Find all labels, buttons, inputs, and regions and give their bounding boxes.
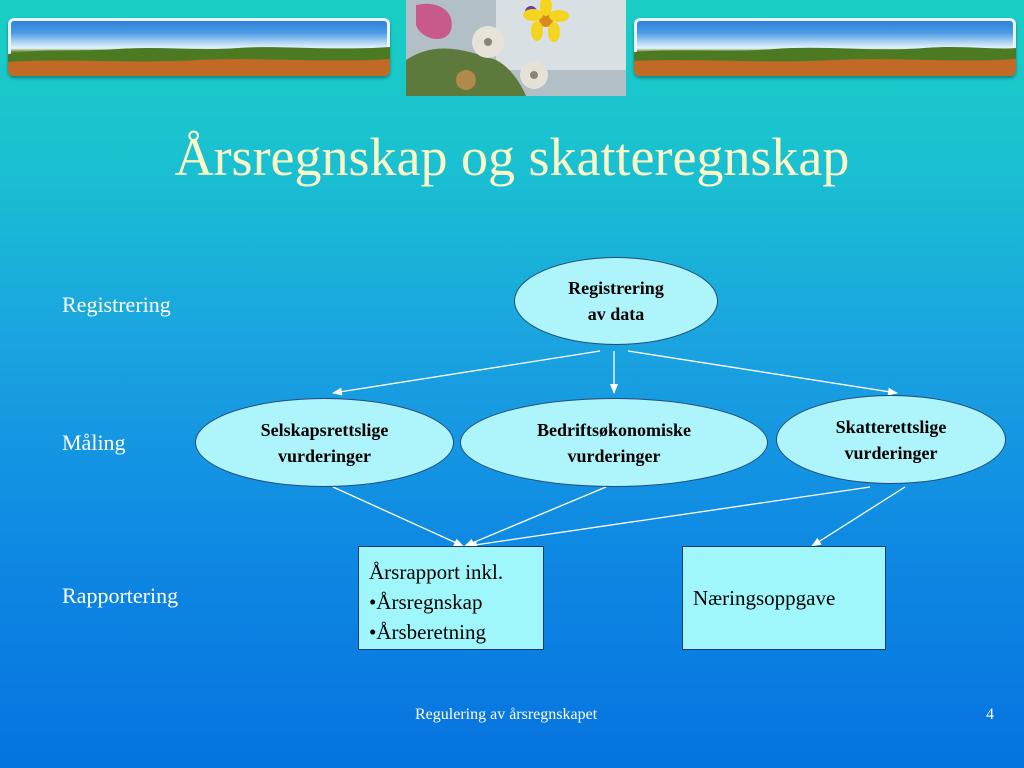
node-registrering-av-data — [514, 257, 718, 345]
node-registrering-line2: av data — [587, 304, 645, 324]
node-skatt-line1: Skatterettslige — [835, 416, 947, 437]
arrow-reg-to-selskap — [333, 351, 600, 393]
page-number: 4 — [986, 706, 994, 723]
arrow-skatt-to-arsrapport — [468, 487, 870, 546]
node-skatterettslige — [776, 395, 1006, 484]
node-skatt-line2: vurderinger — [844, 442, 938, 463]
row-label-rapportering: Rapportering — [62, 583, 179, 608]
node-bedriftsokonomiske — [460, 398, 768, 487]
footer-text: Regulering av årsregnskapet — [415, 706, 598, 723]
arsrapport-line-2: •Årsregnskap — [369, 590, 483, 614]
naringsoppgave-label: Næringsoppgave — [693, 586, 836, 610]
arrow-selskap-to-arsrapport — [333, 487, 463, 546]
node-bedrift-line2: vurderinger — [567, 445, 661, 466]
arsrapport-line-1: Årsrapport inkl. — [369, 560, 504, 584]
slide-title: Årsregnskap og skatteregnskap — [174, 127, 850, 187]
row-label-maling: Måling — [62, 430, 126, 455]
report-box-arsrapport — [358, 546, 544, 650]
arrow-reg-to-skatt — [628, 351, 897, 393]
node-selskap-line2: vurderinger — [278, 445, 371, 466]
report-box-naringsoppgave — [682, 546, 886, 650]
node-selskapsrettslige — [195, 398, 454, 487]
arrow-bedrift-to-arsrapport — [465, 487, 606, 546]
node-selskap-line1: Selskapsrettslige — [260, 419, 389, 440]
arsrapport-line-3: •Årsberetning — [369, 620, 486, 644]
node-registrering-line1: Registrering — [568, 278, 664, 298]
node-bedrift-line1: Bedriftsøkonomiske — [536, 419, 691, 440]
row-label-registrering: Registrering — [62, 292, 171, 317]
arrow-skatt-to-naring — [812, 487, 905, 546]
